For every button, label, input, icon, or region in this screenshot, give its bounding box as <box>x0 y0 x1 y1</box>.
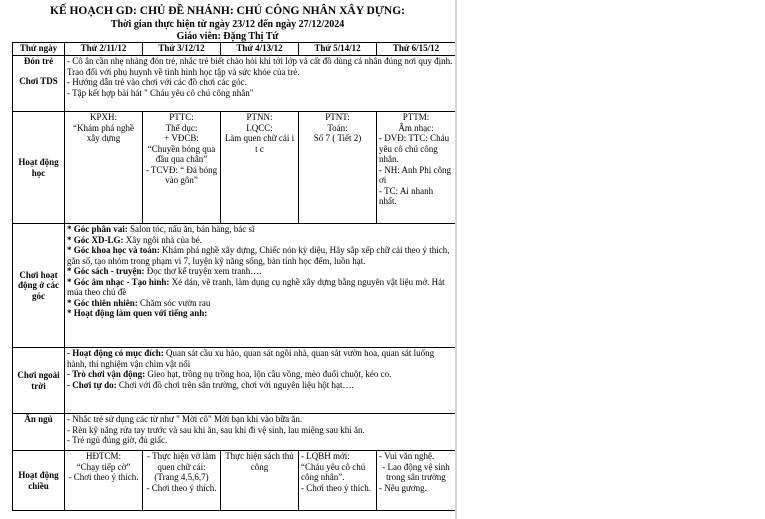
list-item: * Góc phân vai: Salon tóc, nấu ăn, bán hàng, bác sĩ <box>67 224 255 234</box>
row-goc <box>13 224 456 348</box>
list-item: - Hoạt động có mục đích: Quan sát cầu xu hào, quan sát ngôi nhà, quan sát vườn hoa, quan sát luống hành, thí nghiệm vận chìm vật nổi <box>67 348 435 369</box>
doc-teacher: Giáo viên: Đặng Thị Tứ <box>176 31 279 42</box>
thu-cell: - LQBH mới: “Cháu yêu cô chú công nhân”. - Chơi theo ý thích. <box>299 451 377 511</box>
list-item: * Góc sách - truyện: Đọc thơ kể truyện xem tranh…. <box>67 266 262 276</box>
header-cell: Thứ 2/11/12 <box>65 43 143 56</box>
header-cell: Thứ 6/15/12 <box>377 43 456 56</box>
row-label: Hoạt động học <box>13 112 65 224</box>
goc-content <box>65 224 456 348</box>
list-item: - Trò chơi vận động: Gieo hạt, trồng nụ trồng hoa, lộn cầu vồng, mèo đuổi chuột, kéo co. <box>67 369 392 379</box>
thu-cell: PTNT: Toán: Số 7 ( Tiết 2) <box>299 112 377 224</box>
ngoai-troi-content <box>65 348 456 414</box>
mon-cell: HĐTCM: “Chạy tiếp cờ” - Chơi theo ý thích. <box>65 451 143 511</box>
wed-cell: PTNN: LQCC: Làm quen chữ cái i t c <box>221 112 299 224</box>
row-label: Hoạt động chiều <box>13 451 65 511</box>
mon-cell: KPXH: “Khám phá nghề xây dựng <box>65 112 143 224</box>
tue-cell: PTTC: Thể dục: + VĐCB: “Chuyền bóng qua đầu qua chân” - TCVĐ: “ Đá bóng vào gôn” <box>143 112 221 224</box>
blank-area <box>457 0 765 519</box>
schedule-table <box>12 42 455 511</box>
header-cell: Thứ 3/12/12 <box>143 43 221 56</box>
fri-cell: - Vui văn nghệ. - Lao động vệ sinh trong sân trường - Nêu gương. <box>377 451 456 511</box>
row-label: Ăn ngủ <box>13 414 65 451</box>
list-item: * Góc âm nhạc - Tạo hình: Xé dán, vẽ tranh, làm dụng cụ nghề xây dựng bằng nguyên vật liệu mở. Hát múa theo chủ đề <box>67 276 445 297</box>
header-cell: Thứ 5/14/12 <box>299 43 377 56</box>
wed-cell: Thực hiện sách thủ công <box>221 451 299 511</box>
row-chieu <box>13 451 456 511</box>
row-an-ngu <box>13 414 456 451</box>
don-tre-content: - Cô ân cần nhẹ nhàng đón trẻ, nhắc trẻ biết chào hỏi khi tới lớp và cất đồ dùng cá nhân đúng nơi quy định. Trao đổi với phụ huynh về tình hình học tập và sức khỏe của trẻ. - Hướng dẫn trẻ vào chơi với các đồ chơi các góc. - Tập kết hợp bài hát " Cháu yêu cô chú công nhân" <box>65 56 456 112</box>
row-ngoai-troi <box>13 348 456 414</box>
an-ngu-content: - Nhắc trẻ sử dụng các từ như " Mời cô" Mời bạn khi vào bữa ăn. - Rèn kỹ năng rửa tay trước và sau khi ăn, sau khi đi vệ sinh, lau miệng sau khi ăn. - Trẻ ngủ đúng giờ, đủ giấc. <box>65 414 456 451</box>
tue-cell: - Thực hiện vở làm quen chữ cái: (Trang 4,5,6,7) - Chơi theo ý thích. <box>143 451 221 511</box>
doc-title: KẾ HOẠCH GD: CHỦ ĐỀ NHÁNH: CHÚ CÔNG NHÂN XÂY DỰNG: <box>50 5 405 17</box>
list-item: - Chơi tự do: Chơi với đồ chơi trên sân trường, chơi với nguyên liệu hột hạt…. <box>67 379 354 390</box>
header-cell: Thứ ngày <box>13 43 65 56</box>
fri-cell: PTTM: Âm nhạc: - DVĐ: TTC: Cháu yêu cô chú công nhân. - NH: Anh Phi công ơi - TC: Ai nhanh nhất. <box>377 112 456 224</box>
header-cell: Thứ 4/13/12 <box>221 43 299 56</box>
doc-subtitle: Thời gian thực hiện từ ngày 23/12 đến ngày 27/12/2024 <box>110 19 345 30</box>
list-item: * Góc thiên nhiên: Chăm sóc vườn rau <box>67 297 211 308</box>
row-hoat-dong-hoc <box>13 112 456 224</box>
row-label: Chơi hoạt động ở các góc <box>13 224 65 348</box>
list-item: * Góc khoa học và toán: Khám phá nghề xây dựng, Chiếc nón kỳ diệu, Hãy sắp xếp chữ cái theo ý thích, gắn số, tạo nhóm trong phạm vi 7, luyện kỹ năng sống, bàn tính học đếm, luồn hạt. <box>67 245 450 266</box>
header-row <box>13 43 456 56</box>
row-label: Chơi ngoài trời <box>13 348 65 414</box>
row-don-tre <box>13 56 456 112</box>
row-label: Đón trẻ Chơi TDS <box>13 56 65 112</box>
list-item: * Góc XD-LG: Xây ngôi nhà của bé. <box>67 234 202 245</box>
list-item: * Hoạt động làm quen với tiếng anh: <box>67 308 208 318</box>
